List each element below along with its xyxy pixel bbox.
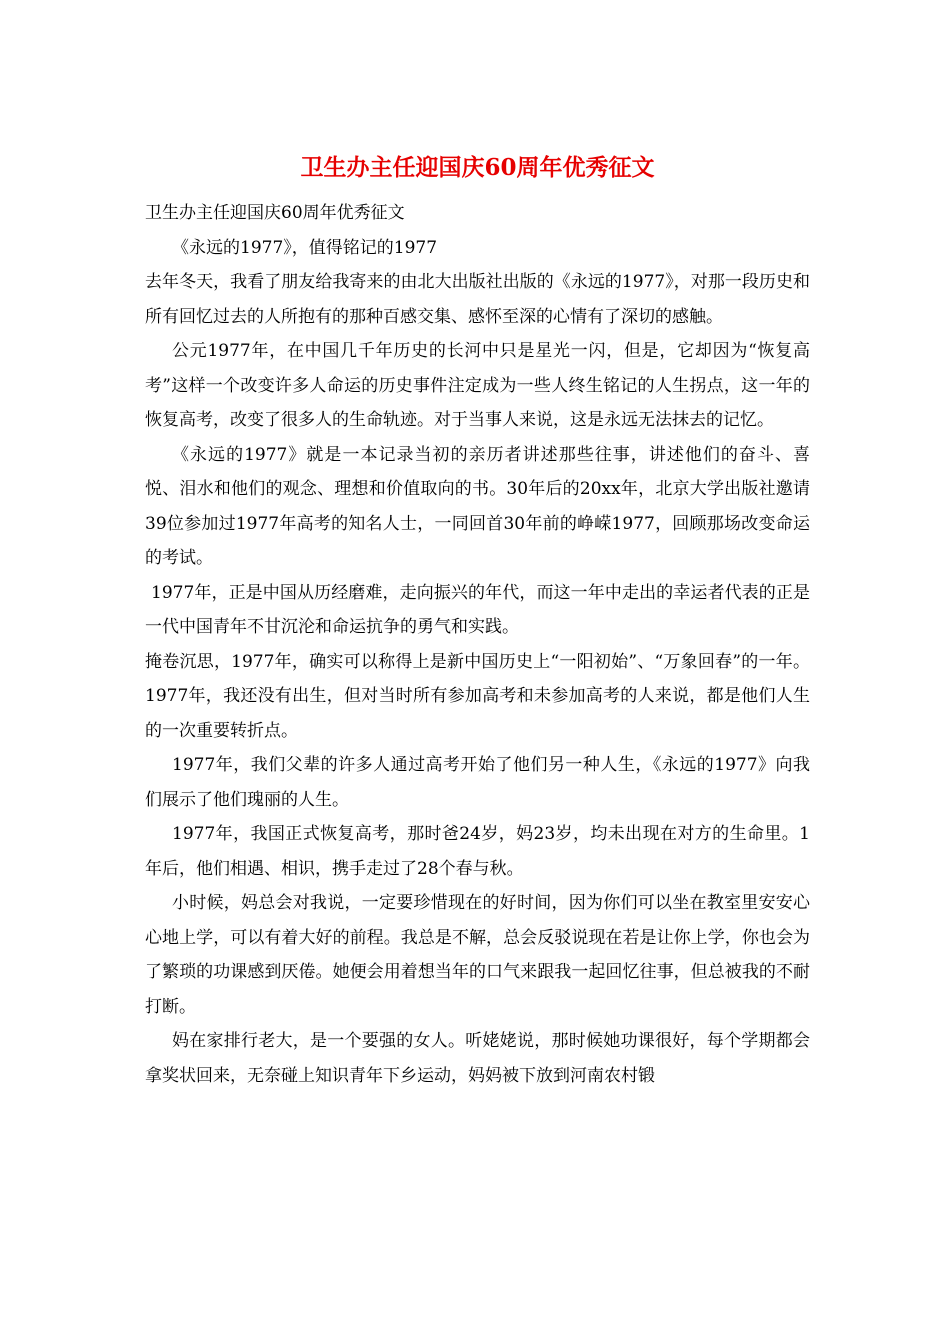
- paragraph: 妈在家排行老大，是一个要强的女人。听姥姥说，那时候她功课很好，每个学期都会拿奖状回来，无奈碰上知识青年下乡运动，妈妈被下放到河南农村锻: [145, 1031, 810, 1086]
- document-title: 卫生办主任迎国庆60周年优秀征文: [300, 154, 655, 181]
- paragraph-subtitle: 卫生办主任迎国庆60周年优秀征文: [145, 203, 405, 223]
- paragraph: 小时候，妈总会对我说，一定要珍惜现在的好时间，因为你们可以坐在教室里安安心心地上学，可以有着大好的前程。我总是不解，总会反驳说现在若是让你上学，你也会为了繁琐的功课感到厌倦。她便会用着想当年的口气来跟我一起回忆往事，但总被我的不耐打断。: [145, 893, 810, 1017]
- paragraph: 1977年，我国正式恢复高考，那时爸24岁，妈23岁，均未出现在对方的生命里。1年后，他们相遇、相识，携手走过了28个春与秋。: [145, 824, 810, 879]
- paragraph: 公元1977年，在中国几千年历史的长河中只是星光一闪，但是，它却因为“恢复高考”这样一个改变许多人命运的历史事件注定成为一些人终生铭记的人生拐点，这一年的恢复高考，改变了很多人的生命轨迹。对于当事人来说，这是永远无法抹去的记忆。: [145, 341, 810, 430]
- paragraph-book-heading: 《永远的1977》，值得铭记的1977: [172, 237, 438, 258]
- paragraph: 1977年，正是中国从历经磨难，走向振兴的年代，而这一年中走出的幸运者代表的正是一代中国青年不甘沉沦和命运抗争的勇气和实践。: [145, 582, 810, 637]
- paragraph: 掩卷沉思，1977年，确实可以称得上是新中国历史上“一阳初始”、“万象回春”的一年。1977年，我还没有出生，但对当时所有参加高考和未参加高考的人来说，都是他们人生的一次重要转折点。: [145, 651, 810, 741]
- paragraph: 去年冬天，我看了朋友给我寄来的由北大出版社出版的《永远的1977》，对那一段历史和所有回忆过去的人所抱有的那种百感交集、感怀至深的心情有了深切的感触。: [145, 272, 810, 327]
- document-page: [145, 150, 810, 1093]
- paragraph: 1977年，我们父辈的许多人通过高考开始了他们另一种人生，《永远的1977》向我们展示了他们瑰丽的人生。: [145, 755, 810, 810]
- paragraph: 《永远的1977》就是一本记录当初的亲历者讲述那些往事，讲述他们的奋斗、喜悦、泪水和他们的观念、理想和价值取向的书。30年后的20xx年，北京大学出版社邀请39位参加过1977年高考的知名人士，一同回首30年前的峥嵘1977，回顾那场改变命运的考试。: [145, 444, 810, 568]
